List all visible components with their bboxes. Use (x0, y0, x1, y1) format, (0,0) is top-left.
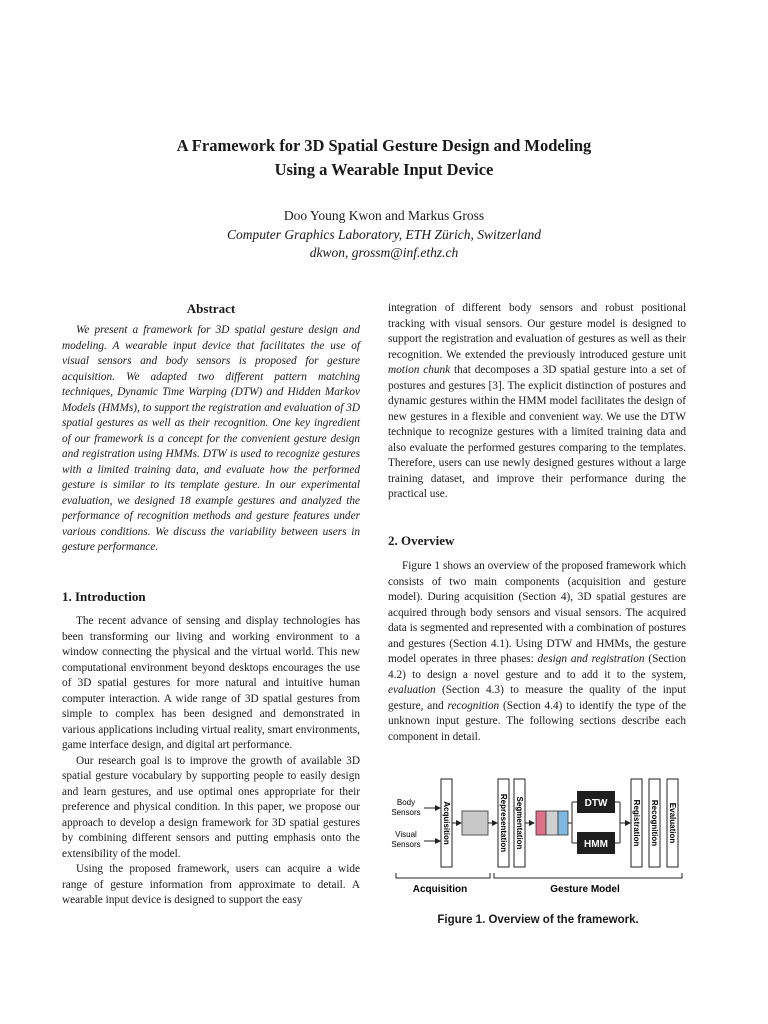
right-intro-text-a: integration of different body sensors and robust positional tracking with visual sensors. Our gesture model is designed to support the registration and evaluation of gestures as well as their recognition. We extended the previously introduced gesture unit (388, 302, 686, 361)
segmentation-box-label: Segmentation (515, 796, 524, 850)
right-column-top (388, 301, 686, 503)
author-block (0, 207, 768, 263)
arrowhead-gray (492, 820, 498, 826)
intro-paragraph-1: The recent advance of sensing and display technologies has been transforming our living and working environment to a window connecting the physical and the virtual world. This new computational environment beyond desktops encourages the use of 3D spatial gestures for more natural and intuitive human computer interaction. A wide range of 3D spatial gestures from simple to complex has been designed and demonstrated in various applications including virtual reality, smart environments, game interface design, and digital art performance. (62, 615, 360, 751)
overview-text-4: (Section 4.4) to identify the type of the unknown input gesture. The following sections describe each component in detail. (388, 699, 687, 743)
overview-text-1: Figure 1 shows an overview of the proposed framework which consists of two main components (acquisition and gesture model). During acquisition (Section 4), 3D spatial gestures are acquired through body sensors and visual sensors. The acquired data is segmented and represented with a combination of postures and gestures (Section 4.1). Using DTW and HMMs, the gesture model operates in three phases: (388, 560, 686, 665)
dtw-label: DTW (584, 798, 608, 809)
arrowhead-seg (529, 820, 535, 826)
evaluation-box-label: Evaluation (668, 802, 677, 844)
author-names: Doo Young Kwon and Markus Gross (283, 208, 485, 223)
abstract-text: We present a framework for 3D spatial gesture design and modeling. A wearable input device that facilitates the use of visual sensors and body sensors is proposed for gesture acquisition. We adapted two different pattern matching techniques, Dynamic Time Warping (DTW) and Hidden Markov Models (HMMs), to support the registration and evaluation of 3D spatial gestures as well as their recognition. One key ingredient of our framework is a concept for the convenient gesture design and registration using HMMs. DTW is used to recognize gestures with a limited training data, and evaluate how the performed gesture is similar to its template gesture. In our experimental evaluation, we designed 18 example gestures and analyzed the performance of recognition methods and gesture features under various conditions. We discuss the variability between users in gesture performance. (62, 324, 360, 553)
paper-title (0, 134, 768, 182)
arrowhead-acq (456, 820, 462, 826)
right-intro-text-b: that decomposes a 3D spatial gesture into a set of postures and gestures [3]. The explicit distinction of postures and dynamic gestures within the HMM model facilitates the design of new gestures in a flexible and convenient way. We use the DTW technique to recognize gestures with a limited training data and also evaluate the performed gestures comparing to the templates. Therefore, users can use newly designed gestures without a large training dataset, and improve their performance during the practical use. (388, 364, 686, 500)
segment-gray (546, 811, 558, 835)
title-line-1: A Framework for 3D Spatial Gesture Design and Modeling (176, 136, 592, 155)
visual-sensors-label-2: Sensors (391, 840, 421, 849)
hmm-label: HMM (584, 839, 608, 850)
introduction-heading: 1. Introduction (62, 589, 146, 604)
overview-paragraph (388, 559, 686, 745)
author-affiliation: Computer Graphics Laboratory, ETH Zürich, Switzerland (227, 226, 541, 242)
overview-heading: 2. Overview (388, 533, 455, 548)
motion-chunk-term: motion chunk (388, 364, 451, 376)
acquisition-box-label: Acquisition (442, 801, 451, 845)
overview-section (388, 532, 686, 745)
author-email: dkwon, grossm@inf.ethz.ch (309, 245, 459, 260)
framework-diagram (388, 775, 688, 905)
title-line-2: Using a Wearable Input Device (274, 160, 494, 179)
arrowhead-models (625, 820, 631, 826)
visual-sensors-label-1: Visual (395, 830, 417, 839)
overview-term-design: design and registration (537, 653, 645, 665)
overview-text-3: (Section 4.3) to measure the quality of the input gesture, and (388, 684, 686, 712)
overview-term-evaluation: evaluation (388, 684, 436, 696)
intro-paragraph-2: Our research goal is to improve the growth of available 3D spatial gesture vocabulary by supporting people to easily design and learn gestures, and use optimal ones appropriate for their preference and physical condition. In this paper, we propose our approach to develop a design framework for 3D spatial gestures by combining different sensors and putting emphasis onto the extensibility of the model. (62, 754, 360, 860)
left-column (62, 300, 360, 556)
gesture-model-group-label: Gesture Model (550, 884, 620, 895)
acquisition-bracket (396, 873, 490, 878)
introduction-section (62, 588, 360, 909)
body-sensors-label-2: Sensors (391, 808, 421, 817)
segment-blue (558, 811, 568, 835)
intro-paragraph-3: Using the proposed framework, users can acquire a wide range of gesture information from approximate to detail. A wearable input device is designed to support the easy (62, 863, 360, 906)
overview-text-2: (Section 4.2) to design a novel gesture and to add it to the system, (388, 653, 686, 681)
figure-1 (388, 775, 688, 935)
right-intro-paragraph (388, 301, 686, 503)
abstract-heading: Abstract (186, 301, 236, 316)
recognition-box-label: Recognition (650, 799, 659, 847)
segment-pink (536, 811, 546, 835)
overview-term-recognition: recognition (447, 699, 500, 712)
arrowhead-visual (435, 838, 441, 844)
figure-caption: Figure 1. Overview of the framework. (437, 914, 639, 926)
gesture-model-bracket (494, 873, 682, 878)
arrowhead-body (435, 805, 441, 811)
registration-box-label: Registration (632, 799, 641, 847)
representation-box-label: Representation (499, 793, 508, 853)
acquisition-group-label: Acquisition (412, 884, 468, 895)
data-block (462, 811, 488, 835)
body-sensors-label-1: Body (396, 798, 416, 807)
